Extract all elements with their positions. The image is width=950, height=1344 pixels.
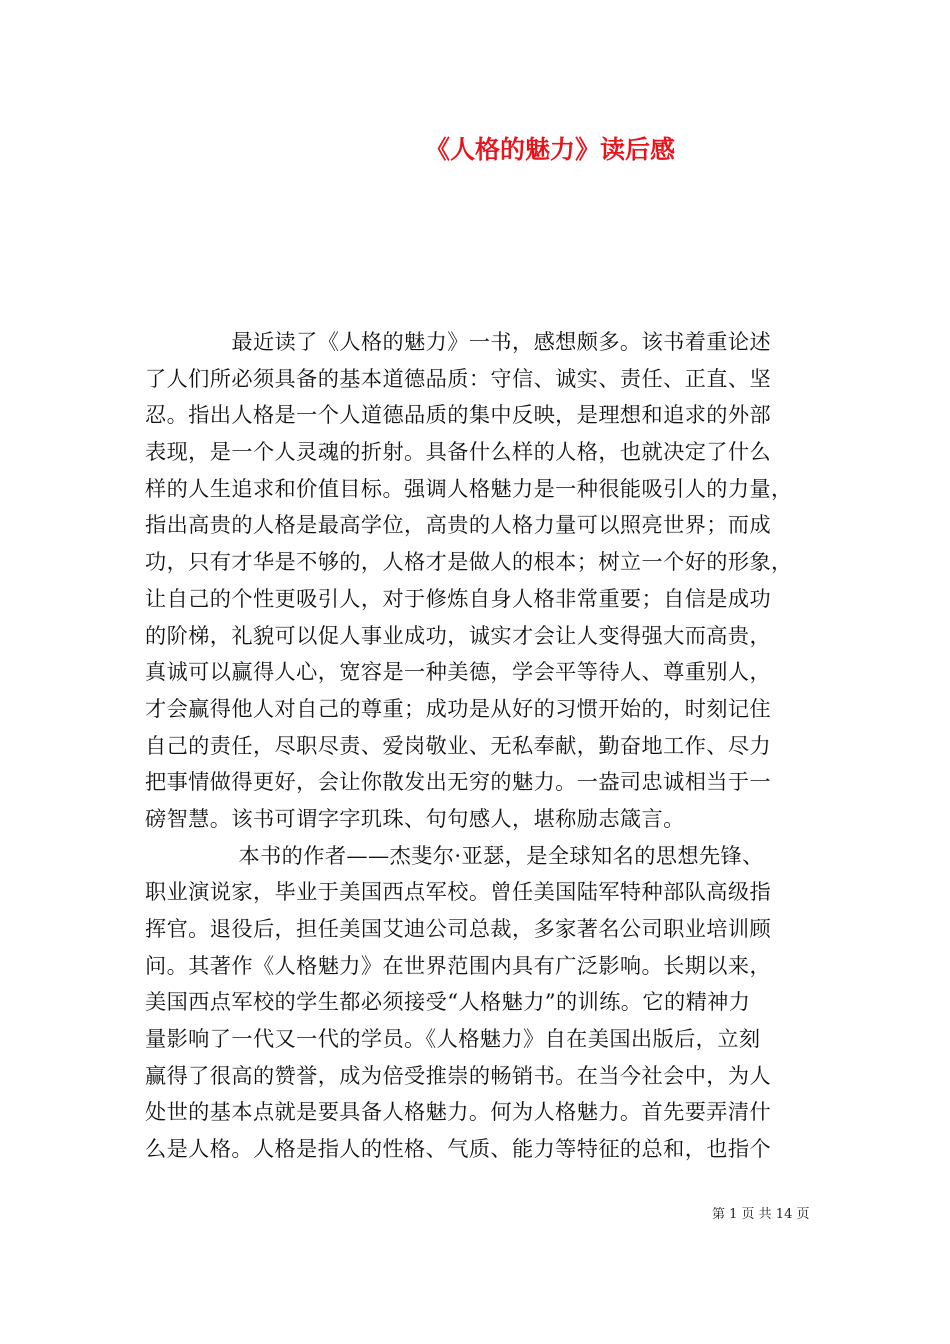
text-line: 磅智慧。该书可谓字字玑珠、句句感人，堪称励志箴言。: [145, 805, 685, 831]
text-line: 问。其著作《人格魅力》在世界范围内具有广泛影响。长期以来，: [145, 952, 772, 978]
text-line: 才会赢得他人对自己的尊重；成功是从好的习惯开始的，时刻记住: [145, 695, 772, 721]
body-text: [145, 324, 815, 1168]
text-line: 量影响了一代又一代的学员。《人格魅力》自在美国出版后，立刻: [145, 1026, 761, 1052]
text-line: 职业演说家，毕业于美国西点军校。曾任美国陆军特种部队高级指: [145, 879, 772, 905]
text-line: 把事情做得更好，会让你散发出无穷的魅力。一盎司忠诚相当于一: [145, 769, 772, 795]
document-title: 《人格的魅力》读后感: [424, 135, 675, 164]
text-line: 样的人生追求和价值目标。强调人格魅力是一种很能吸引人的力量，: [145, 475, 793, 501]
text-line: 功，只有才华是不够的，人格才是做人的根本；树立一个好的形象，: [145, 549, 793, 575]
text-line: 处世的基本点就是要具备人格魅力。何为人格魅力。首先要弄清什: [145, 1099, 772, 1125]
page-footer: 第 1 页 共 14 页: [712, 1207, 810, 1222]
text-line: 真诚可以赢得人心，宽容是一种美德，学会平等待人、尊重别人，: [145, 659, 772, 685]
text-line: 自己的责任，尽职尽责、爱岗敬业、无私奉献，勤奋地工作、尽力: [145, 732, 772, 758]
text-line: 的阶梯，礼貌可以促人事业成功，诚实才会让人变得强大而高贵，: [145, 622, 772, 648]
text-line: 么是人格。人格是指人的性格、气质、能力等特征的总和，也指个: [145, 1136, 772, 1162]
text-line: 美国西点军校的学生都必须接受“人格魅力”的训练。它的精神力: [145, 989, 751, 1015]
text-line: 表现，是一个人灵魂的折射。具备什么样的人格，也就决定了什么: [145, 439, 772, 465]
text-line: 了人们所必须具备的基本道德品质：守信、诚实、责任、正直、坚: [145, 365, 772, 391]
text-line: 最近读了《人格的魅力》一书，感想颇多。该书着重论述: [145, 329, 772, 354]
text-line: 赢得了很高的赞誉，成为倍受推崇的畅销书。在当今社会中，为人: [145, 1062, 772, 1088]
text-line: 忍。指出人格是一个人道德品质的集中反映，是理想和追求的外部: [145, 402, 772, 428]
text-line: 本书的作者——杰斐尔·亚瑟，是全球知名的思想先锋、: [145, 842, 764, 868]
text-line: 让自己的个性更吸引人，对于修炼自身人格非常重要；自信是成功: [145, 585, 772, 611]
text-line: 挥官。退役后，担任美国艾迪公司总裁，多家著名公司职业培训顾: [145, 916, 772, 941]
text-line: 指出高贵的人格是最高学位，高贵的人格力量可以照亮世界；而成: [145, 512, 772, 538]
